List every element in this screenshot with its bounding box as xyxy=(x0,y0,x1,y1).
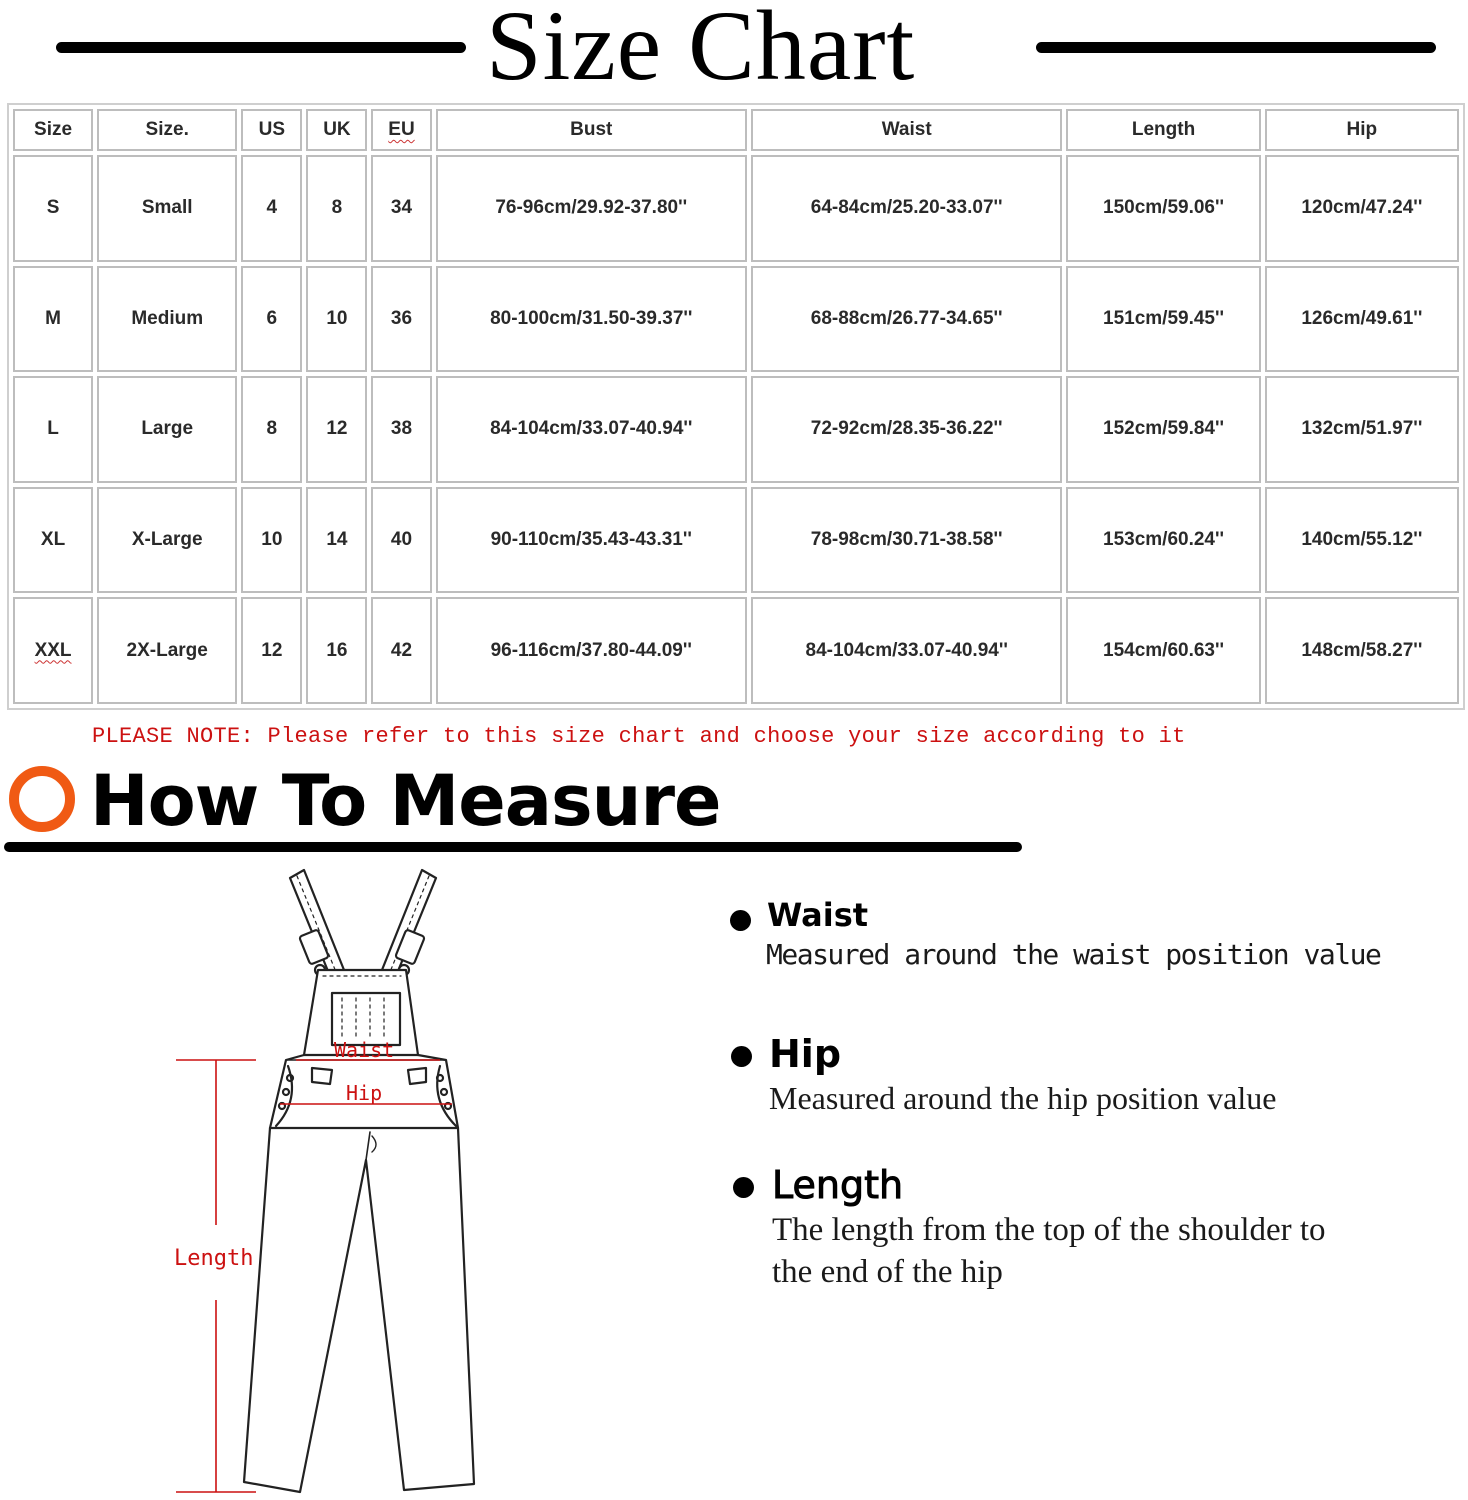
cell-us: 8 xyxy=(241,376,302,483)
cell-hip: 132cm/51.97'' xyxy=(1265,376,1459,483)
cell-size-label: XXL xyxy=(34,639,72,661)
cell-eu: 36 xyxy=(371,266,431,373)
table-row xyxy=(13,155,1459,262)
cell-eu: 42 xyxy=(371,597,431,704)
definition-desc-length-line2: the end of the hip xyxy=(772,1254,1003,1290)
cell-size-name: Small xyxy=(97,155,237,262)
cell-hip: 148cm/58.27'' xyxy=(1265,597,1459,704)
cell-hip: 120cm/47.24'' xyxy=(1265,155,1459,262)
cell-length: 154cm/60.63'' xyxy=(1066,597,1260,704)
column-header-size-name: Size. xyxy=(97,109,237,151)
title-rule-left xyxy=(56,42,466,53)
bullet-dot-icon xyxy=(733,1177,754,1198)
column-header-eu xyxy=(371,109,431,151)
definition-desc-waist: Measured around the waist position value xyxy=(766,938,1381,971)
title-row xyxy=(0,0,1468,100)
how-to-measure-rule xyxy=(4,842,1022,852)
cell-size: XL xyxy=(13,487,93,594)
definition-desc-length-line1: The length from the top of the shoulder to xyxy=(772,1212,1326,1248)
cell-waist: 78-98cm/30.71-38.58'' xyxy=(751,487,1062,594)
column-header-us: US xyxy=(241,109,302,151)
table-header-row xyxy=(13,109,1459,151)
cell-bust: 90-110cm/35.43-43.31'' xyxy=(436,487,747,594)
cell-us: 4 xyxy=(241,155,302,262)
column-header-length: Length xyxy=(1066,109,1260,151)
definition-term-hip: Hip xyxy=(769,1032,842,1076)
cell-eu: 40 xyxy=(371,487,431,594)
table-row xyxy=(13,597,1459,704)
cell-bust: 84-104cm/33.07-40.94'' xyxy=(436,376,747,483)
orange-ring-icon xyxy=(9,766,75,832)
cell-length: 151cm/59.45'' xyxy=(1066,266,1260,373)
cell-eu: 34 xyxy=(371,155,431,262)
table-row xyxy=(13,266,1459,373)
title-rule-right xyxy=(1036,42,1436,53)
cell-uk: 10 xyxy=(306,266,367,373)
cell-length: 152cm/59.84'' xyxy=(1066,376,1260,483)
column-header-waist: Waist xyxy=(751,109,1062,151)
table-row xyxy=(13,487,1459,594)
cell-hip: 126cm/49.61'' xyxy=(1265,266,1459,373)
table-row xyxy=(13,376,1459,483)
cell-uk: 8 xyxy=(306,155,367,262)
cell-size-name: X-Large xyxy=(97,487,237,594)
column-header-hip: Hip xyxy=(1265,109,1459,151)
size-chart-table xyxy=(7,103,1465,710)
definition-term-length: Length xyxy=(772,1163,904,1207)
cell-size: M xyxy=(13,266,93,373)
cell-bust: 80-100cm/31.50-39.37'' xyxy=(436,266,747,373)
cell-waist: 68-88cm/26.77-34.65'' xyxy=(751,266,1062,373)
cell-size-name: 2X-Large xyxy=(97,597,237,704)
cell-bust: 76-96cm/29.92-37.80'' xyxy=(436,155,747,262)
cell-us: 12 xyxy=(241,597,302,704)
cell-waist: 64-84cm/25.20-33.07'' xyxy=(751,155,1062,262)
column-header-eu-label: EU xyxy=(388,119,415,140)
cell-size: S xyxy=(13,155,93,262)
column-header-bust: Bust xyxy=(436,109,747,151)
cell-waist: 84-104cm/33.07-40.94'' xyxy=(751,597,1062,704)
cell-size: L xyxy=(13,376,93,483)
cell-size-name: Medium xyxy=(97,266,237,373)
cell-us: 6 xyxy=(241,266,302,373)
diagram-label-hip: Hip xyxy=(346,1081,383,1105)
column-header-uk: UK xyxy=(306,109,367,151)
cell-length: 150cm/59.06'' xyxy=(1066,155,1260,262)
cell-waist: 72-92cm/28.35-36.22'' xyxy=(751,376,1062,483)
cell-size xyxy=(13,597,93,704)
column-header-size: Size xyxy=(13,109,93,151)
definition-desc-hip: Measured around the hip position value xyxy=(769,1080,1277,1116)
how-to-measure-title: How To Measure xyxy=(90,760,721,842)
cell-length: 153cm/60.24'' xyxy=(1066,487,1260,594)
definition-term-waist: Waist xyxy=(767,896,869,934)
cell-uk: 14 xyxy=(306,487,367,594)
diagram-label-length: Length xyxy=(174,1246,254,1271)
cell-hip: 140cm/55.12'' xyxy=(1265,487,1459,594)
diagram-label-waist: Waist xyxy=(334,1038,395,1062)
cell-uk: 12 xyxy=(306,376,367,483)
cell-bust: 96-116cm/37.80-44.09'' xyxy=(436,597,747,704)
size-note: PLEASE NOTE: Please refer to this size chart and choose your size according to it xyxy=(92,724,1186,749)
cell-eu: 38 xyxy=(371,376,431,483)
bullet-dot-icon xyxy=(730,910,751,931)
bullet-dot-icon xyxy=(731,1046,752,1067)
cell-us: 10 xyxy=(241,487,302,594)
cell-uk: 16 xyxy=(306,597,367,704)
cell-size-name: Large xyxy=(97,376,237,483)
overalls-diagram xyxy=(0,860,700,1500)
page-title: Size Chart xyxy=(486,0,916,101)
overalls-illustration xyxy=(0,860,700,1500)
